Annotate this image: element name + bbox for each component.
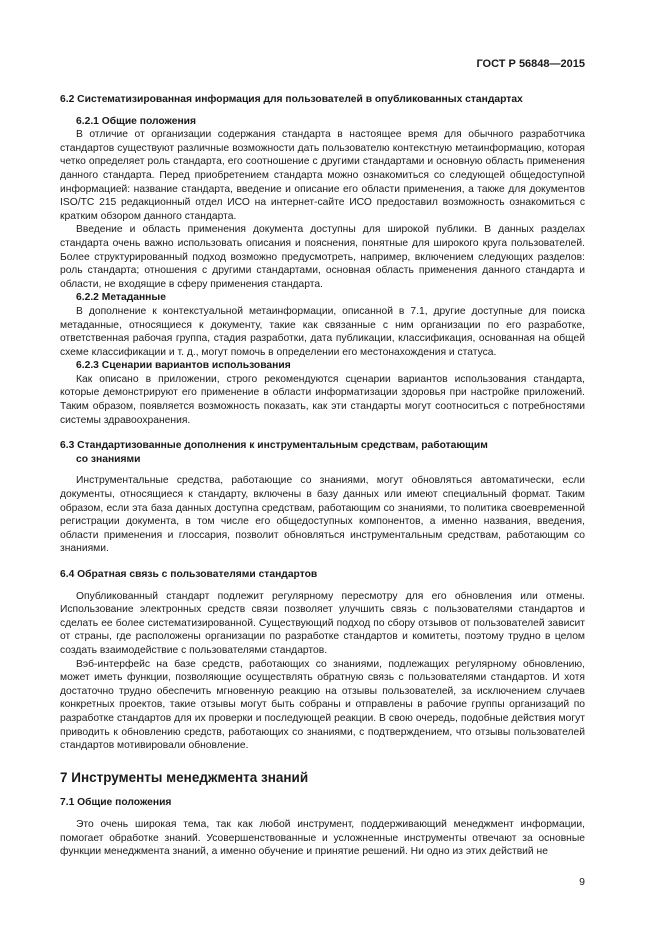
paragraph: Инструментальные средства, работающие со знаниями, могут обновляться автоматически, если документы, относящиеся к стандарту, включены в базу данных или имеют специальный формат. Таким образом, если эта база данных доступна средствам, работающим со знаниями, то политика своевременной регистрации документа, в том числе его общедоступных компонентов, а именно названия, введения, области применения и глоссария, позволит обновляться инструментальным средствам, работающим со знаниями. xyxy=(60,475,585,555)
section-6-2-3-heading: 6.2.3 Сценарии вариантов использования xyxy=(76,360,291,372)
section-6-3-heading xyxy=(60,439,585,466)
paragraph: Это очень широкая тема, так как любой инструмент, поддерживающий менеджмент информации, помогает обработке знаний. Усовершенствованные и усложненные инструменты отвечают за основные функции менеджмента знаний, а именно обучение и принятие решений. Ни одно из этих действий не xyxy=(60,818,585,858)
paragraph: В отличие от организации содержания стандарта в настоящее время для обычного разработчика стандартов существуют различные возможности дать пользователю контекстную метаинформацию, которая четко определяет роль стандарта, его соотношение с другими стандартами и основную область применения данного стандарта. Перед приобретением стандарта можно ознакомиться со следующей общедоступной информацией: название стандарта, введение и описание его области применения, а также для документов ISO/TC 215 редакционный отдел ИСО на интернет-сайте ИСО предоставил возможность ознакомиться с кратким обзором данного стандарта. xyxy=(60,129,585,222)
section-6-2-heading: 6.2 Систематизированная информация для пользователей в опубликованных стандартах xyxy=(60,94,523,105)
section-7-heading: 7 Инструменты менеджмента знаний xyxy=(60,769,309,785)
section-6-4-heading: 6.4 Обратная связь с пользователями стандартов xyxy=(60,569,318,580)
section-6-3-heading-line1: 6.3 Стандартизованные дополнения к инструментальным средствам, работающим xyxy=(60,440,488,452)
section-6-3-heading-line2: со знаниями xyxy=(76,453,141,465)
paragraph: Вэб-интерфейс на базе средств, работающих со знаниями, подлежащих регулярному обновлению, может иметь функции, позволяющие осуществлять обратную связь с пользователями стандартов. И хотя достаточно трудно обеспечить мгновенную реакцию на отзывы пользователей, за исключением случаев конкретных проектов, такие отзывы могут быть собраны и отправлены в рабочие группы организаций по разработке стандартов для их проверки и последующей реакции. В свою очередь, подобные действия могут приводить к обновлению средств, работающих со знаниями, с подтверждением, что отзывы пользователей стандартов мотивировали обновление. xyxy=(60,658,585,752)
document-code: ГОСТ Р 56848—2015 xyxy=(476,58,585,70)
paragraph: Введение и область применения документа доступны для широкой публики. В данных разделах стандарта очень важно использовать описания и пояснения, понятные для широкого круга пользователей. Более структурированный подход возможно предусмотреть, например, включением следующих разделов: роль стандарта; отношения с другими стандартами, основная область применения данного стандарта и области, не входящие в сферу применения стандарта. xyxy=(60,224,585,290)
section-6-2-2-heading: 6.2.2 Метаданные xyxy=(76,292,166,304)
page-content xyxy=(60,93,585,859)
paragraph: Как описано в приложении, строго рекомендуются сценарии вариантов использования стандарта, которые демонстрируют его применение в области информатизации здоровья при настройке приложений. Таким образом, появляется возможность показать, как эти стандарты могут соотноситься с потребностями системы здравоохранения. xyxy=(60,373,585,426)
section-6-2-1-heading: 6.2.1 Общие положения xyxy=(76,115,196,127)
section-7-1-heading: 7.1 Общие положения xyxy=(60,797,172,809)
paragraph: Опубликованный стандарт подлежит регулярному пересмотру для его обновления или отмены. Использование электронных средств связи позволяет улучшить связь с пользователями стандартов и сделать ее более систематизированной. Существующий подход по сбору отзывов от пользователей зависит от страны, где расположены организации по разработке стандартов и комитеты, поэтому трудно в целом создать взаимодействие с пользователями стандартов. xyxy=(60,590,585,656)
paragraph: В дополнение к контекстуальной метаинформации, описанной в 7.1, другие доступные для поиска метаданные, относящиеся к документу, такие как связанные с ним организации по его разработке, ответственная рабочая группа, стадия разработки, дата публикации, классификация, основанная на общей схеме классификации и т. д., могут помочь в определении его местонахождения и статуса. xyxy=(60,305,585,358)
page-number: 9 xyxy=(579,876,585,888)
